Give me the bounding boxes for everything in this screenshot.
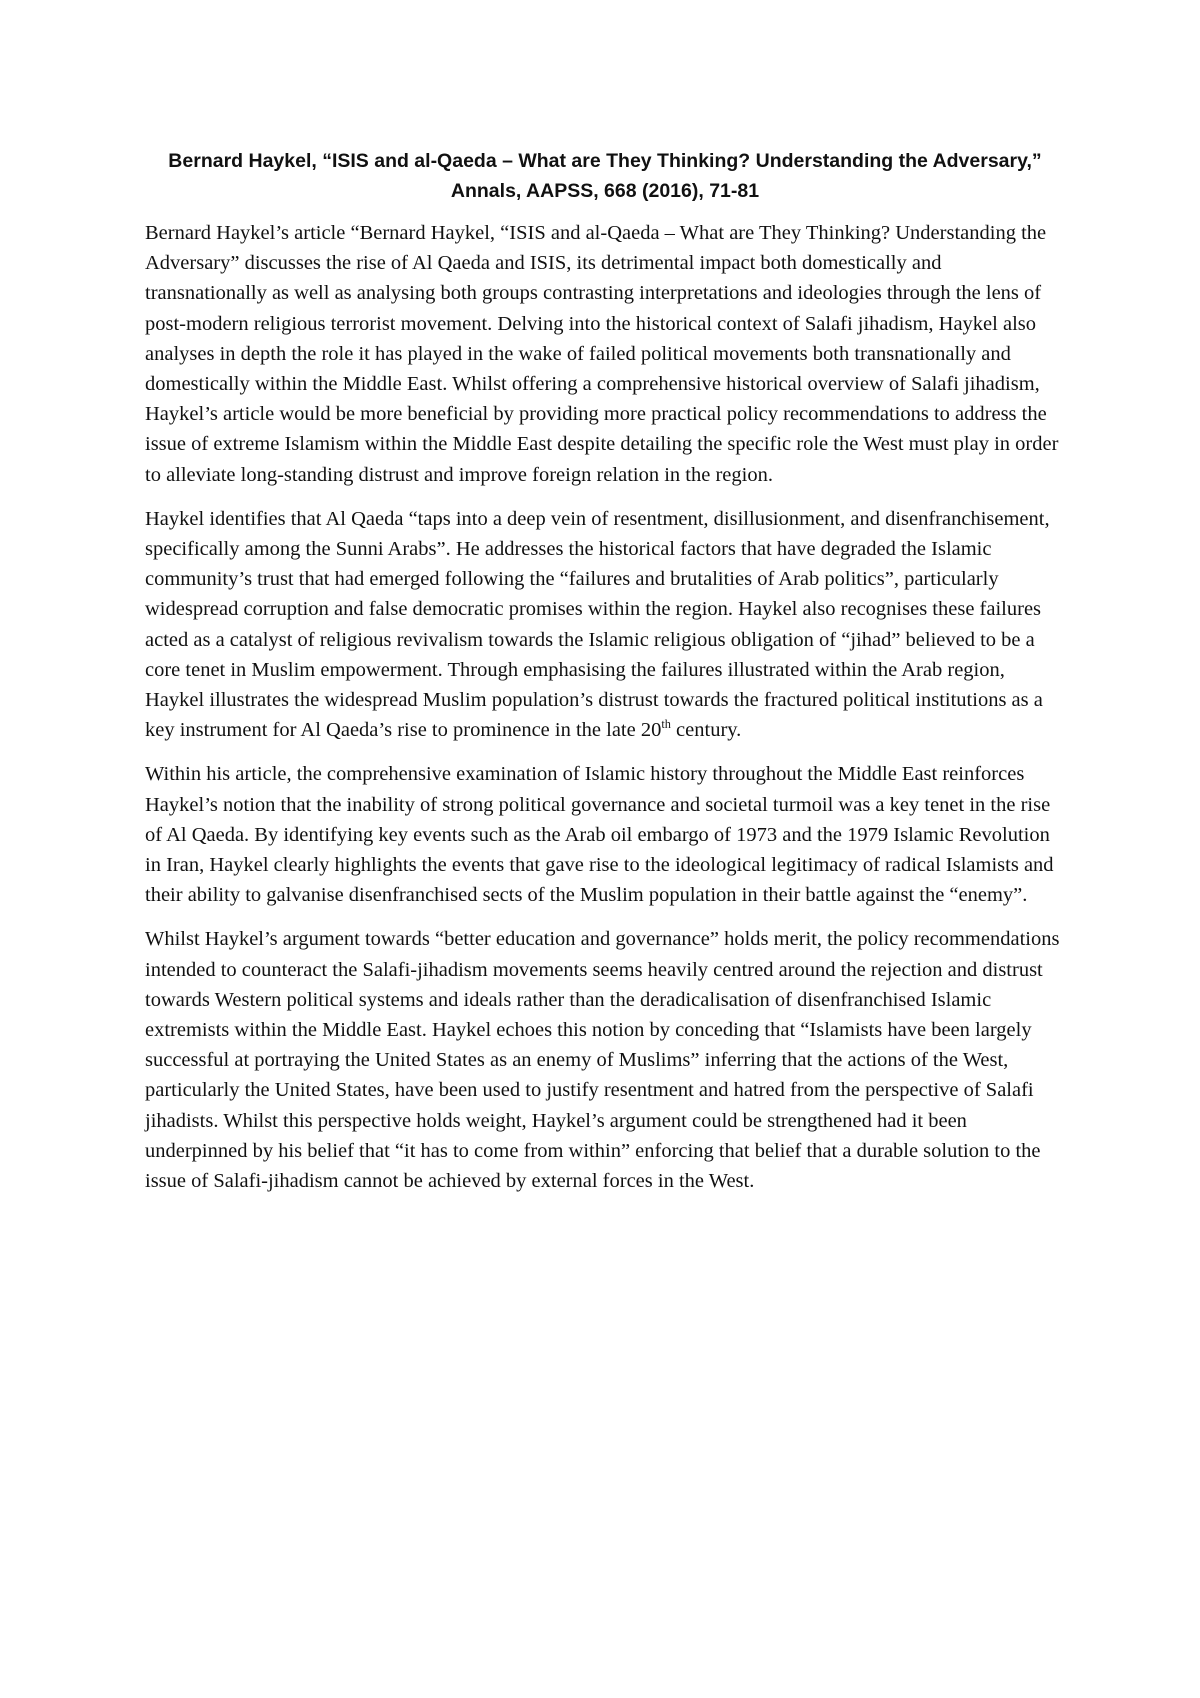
ordinal-suffix: th	[661, 717, 671, 732]
paragraph-2-text-end: century.	[670, 719, 742, 742]
paragraph-3: Within his article, the comprehensive examination of Islamic history throughout the Middle East reinforces Haykel’s notion that the inability of strong political governance and societal turmoil was a key tenet in the rise of Al Qaeda. By identifying key events such as the Arab oil embargo of 1973 and the 1979 Islamic Revolution in Iran, Haykel clearly highlights the events that gave rise to the ideological legitimacy of radical Islamists and their ability to galvanise disenfranchised sects of the Muslim population in their battle against the “enemy”.	[145, 763, 1054, 907]
document-body	[145, 146, 1065, 1210]
paragraph-2-text: Haykel identifies that Al Qaeda “taps into a deep vein of resentment, disillusionment, and disenfranchisement, specifically among the Sunni Arabs”. He addresses the historical factors that have degraded the Islamic community’s trust that had emerged following the “failures and brutalities of Arab politics”, particularly widespread corruption and false democratic promises within the region. Haykel also recognises these failures acted as a catalyst of religious revivalism towards the Islamic religious obligation of “jihad” believed to be a core tenet in Muslim empowerment. Through emphasising the failures illustrated within the Arab region, Haykel illustrates the widespread Muslim population’s distrust towards the fractured political institutions as a key instrument for Al Qaeda’s rise to prominence in the late 20	[145, 507, 1050, 742]
document-title: Bernard Haykel, “ISIS and al-Qaeda – What are They Thinking? Understanding the Adversary,” Annals, AAPSS, 668 (2016), 71-81	[168, 150, 1042, 202]
paragraph-2	[145, 504, 1065, 746]
paragraph-4: Whilst Haykel’s argument towards “better education and governance” holds merit, the policy recommendations intended to counteract the Salafi-jihadism movements seems heavily centred around the rejection and distrust towards Western political systems and ideals rather than the deradicalisation of disenfranchised Islamic extremists within the Middle East. Haykel echoes this notion by conceding that “Islamists have been largely successful at portraying the United States as an enemy of Muslims” inferring that the actions of the West, particularly the United States, have been used to justify resentment and hatred from the perspective of Salafi jihadists. Whilst this perspective holds weight, Haykel’s argument could be strengthened had it been underpinned by his belief that “it has to come from within” enforcing that belief that a durable solution to the issue of Salafi-jihadism cannot be achieved by external forces in the West.	[145, 928, 1060, 1193]
paragraph-1: Bernard Haykel’s article “Bernard Haykel, “ISIS and al-Qaeda – What are They Thinking? Understanding the Adversary” discusses the rise of Al Qaeda and ISIS, its detrimental impact both domestically and transnationally as well as analysing both groups contrasting interpretations and ideologies through the lens of post-modern religious terrorist movement. Delving into the historical context of Salafi jihadism, Haykel also analyses in depth the role it has played in the wake of failed political movements both transnationally and domestically within the Middle East. Whilst offering a comprehensive historical overview of Salafi jihadism, Haykel’s article would be more beneficial by providing more practical policy recommendations to address the issue of extreme Islamism within the Middle East despite detailing the specific role the West must play in order to alleviate long-standing distrust and improve foreign relation in the region.	[145, 222, 1059, 486]
